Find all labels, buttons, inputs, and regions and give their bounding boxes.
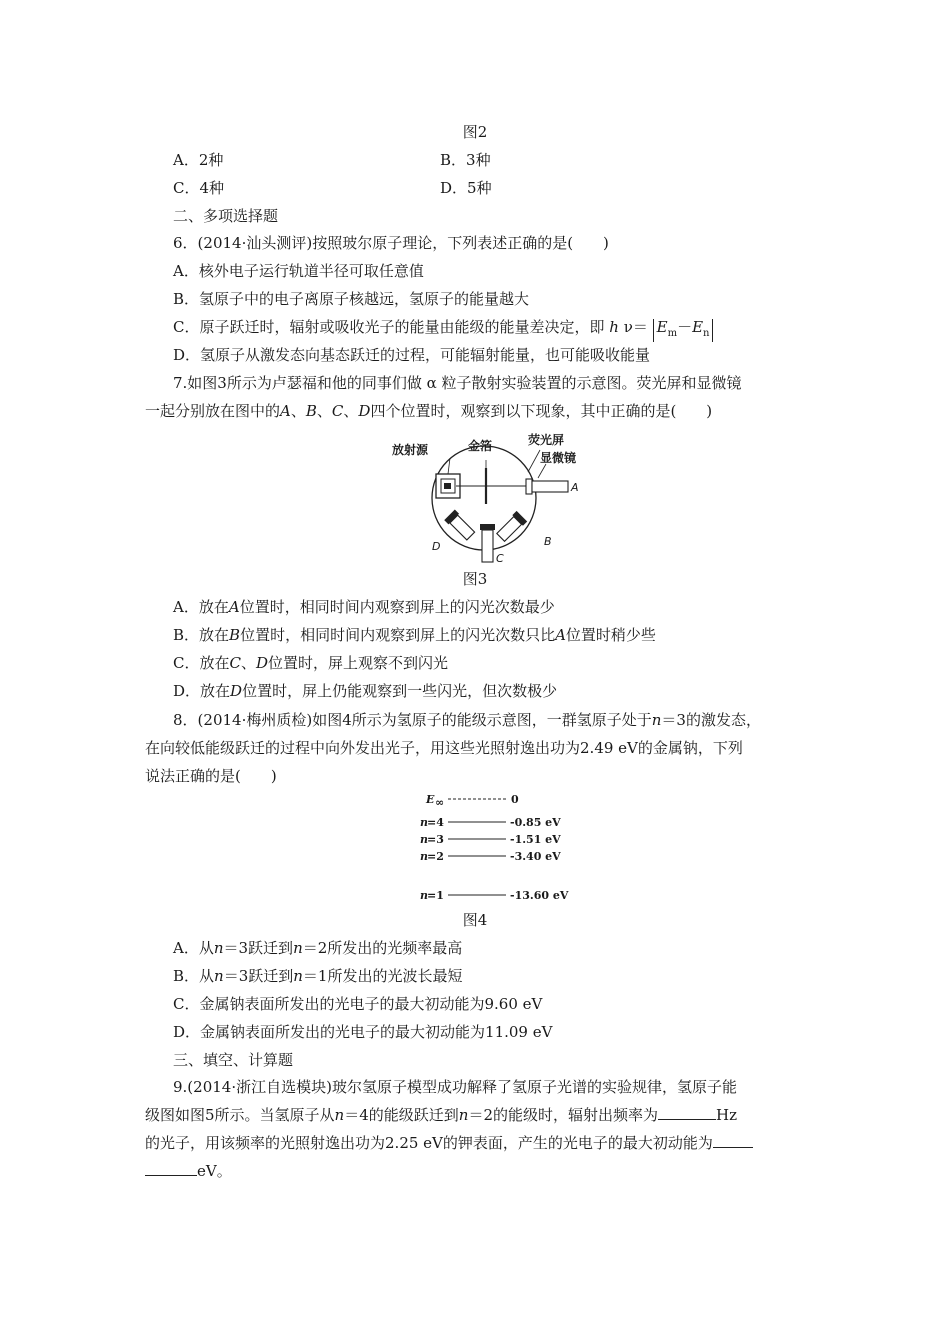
q8-stem-line-3: 说法正确的是( ) [145, 767, 277, 785]
q5-option-a: A．2种 [173, 151, 224, 169]
answer-blank-energy-part-1[interactable] [713, 1133, 753, 1148]
answer-blank-frequency[interactable] [658, 1105, 716, 1120]
microscope-position-a [526, 479, 568, 494]
svg-text:∞: ∞ [435, 796, 445, 809]
q7-option-a: A．放在A位置时，相同时间内观察到屏上的闪光次数最少 [173, 598, 555, 616]
svg-text:-0.85 eV: -0.85 eV [510, 816, 561, 829]
q7-option-c: C．放在C、D位置时，屏上观察不到闪光 [173, 654, 449, 672]
q8-option-b: B．从n＝3跃迁到n＝1所发出的光波长最短 [173, 967, 463, 985]
q9-line-2: 级图如图5所示。当氢原子从n＝4的能级跃迁到n＝2的能级时，辐射出频率为 Hz [145, 1106, 737, 1124]
svg-text:n: n [420, 850, 428, 863]
svg-text:-13.60 eV: -13.60 eV [510, 889, 569, 902]
label-a: A [571, 481, 579, 494]
q7-stem-line-2: 一起分别放在图中的A、B、C、D四个位置时，观察到以下现象，其中正确的是( ) [145, 402, 713, 420]
q8-option-a: A．从n＝3跃迁到n＝2所发出的光频率最高 [173, 939, 463, 957]
microscope-position-c [480, 524, 495, 562]
level-n4 [420, 816, 561, 829]
svg-text:=1: =1 [427, 889, 444, 902]
q6-option-a: A．核外电子运行轨道半径可取任意值 [173, 262, 424, 280]
q6-stem: 6．(2014·汕头测评)按照玻尔原子理论，下列表述正确的是( ) [173, 234, 609, 252]
q9-line-4: eV。 [145, 1161, 232, 1181]
svg-text:n: n [420, 816, 428, 829]
svg-text:=4: =4 [427, 816, 444, 829]
q6-option-d: D．氢原子从激发态向基态跃迁的过程，可能辐射能量，也可能吸收能量 [173, 346, 651, 364]
q8-stem-line-1: 8．(2014·梅州质检)如图4所示为氢原子的能级示意图，一群氢原子处于n＝3的激发态， [173, 711, 761, 729]
figure-3-apparatus [390, 428, 590, 568]
svg-text:n: n [420, 889, 428, 902]
answer-blank-energy-part-2[interactable] [145, 1161, 197, 1176]
q6-formula: h $\nu= E_m-E_n$ [609, 318, 713, 336]
q6-option-b: B．氢原子中的电子离原子核越远，氢原子的能量越大 [173, 290, 530, 308]
label-gold-foil: 金箔 [468, 439, 493, 453]
q8-stem-line-2: 在向较低能级跃迁的过程中向外发出光子，用这些光照射逸出功为2.49 eV的金属钠，下列 [145, 739, 743, 757]
level-n3 [420, 833, 561, 846]
figure-4-energy-levels [410, 790, 580, 908]
label-screen: 荧光屏 [528, 433, 565, 447]
label-microscope: 显微镜 [540, 451, 577, 465]
q6-option-c [173, 317, 713, 342]
q8-option-c: C．金属钠表面所发出的光电子的最大初动能为9.60 eV [173, 995, 543, 1013]
section-3-title: 三、填空、计算题 [173, 1051, 294, 1069]
level-n2 [420, 850, 561, 863]
q5-option-b: B．3种 [440, 151, 491, 169]
svg-text:=3: =3 [427, 833, 444, 846]
level-infinity [425, 793, 519, 809]
microscope-label-leader [538, 464, 546, 478]
q5-option-c: C．4种 [173, 179, 225, 197]
microscope-position-b [495, 511, 527, 543]
svg-text:n: n [420, 833, 428, 846]
label-source: 放射源 [392, 443, 429, 457]
label-d: D [432, 540, 441, 553]
label-c: C [496, 552, 504, 565]
svg-text:-1.51 eV: -1.51 eV [510, 833, 561, 846]
q9-line-3: 的光子，用该频率的光照射逸出功为2.25 eV的钾表面，产生的光电子的最大初动能为 [145, 1133, 753, 1153]
abs-value: $E_m-E_n$ [653, 319, 714, 342]
q7-option-b: B．放在B位置时，相同时间内观察到屏上的闪光次数只比A位置时稍少些 [173, 626, 656, 644]
figure-2-caption: 图2 [462, 123, 488, 141]
svg-text:0: 0 [511, 793, 519, 806]
q9-line-1: 9.(2014·浙江自选模块)玻尔氢原子模型成功解释了氢原子光谱的实验规律，氢原子能 [173, 1078, 737, 1096]
q5-option-d: D．5种 [440, 179, 492, 197]
q8-option-d: D．金属钠表面所发出的光电子的最大初动能为11.09 eV [173, 1023, 553, 1041]
section-2-title: 二、多项选择题 [173, 207, 279, 225]
level-n1 [420, 889, 569, 902]
svg-text:-3.40 eV: -3.40 eV [510, 850, 561, 863]
svg-text:E: E [426, 793, 435, 806]
q7-option-d: D．放在D位置时，屏上仍能观察到一些闪光，但次数极少 [173, 682, 558, 700]
figure-4-caption: 图4 [462, 911, 488, 929]
svg-text:=2: =2 [427, 850, 444, 863]
q6-option-c-text: C．原子跃迁时，辐射或吸收光子的能量由能级的能量差决定，即 [173, 318, 605, 336]
figure-3-caption: 图3 [462, 570, 488, 588]
screen-label-leader [528, 450, 540, 472]
label-b: B [544, 535, 552, 548]
q7-stem-line-1: 7.如图3所示为卢瑟福和他的同事们做 α 粒子散射实验装置的示意图。荧光屏和显微镜 [173, 374, 742, 392]
